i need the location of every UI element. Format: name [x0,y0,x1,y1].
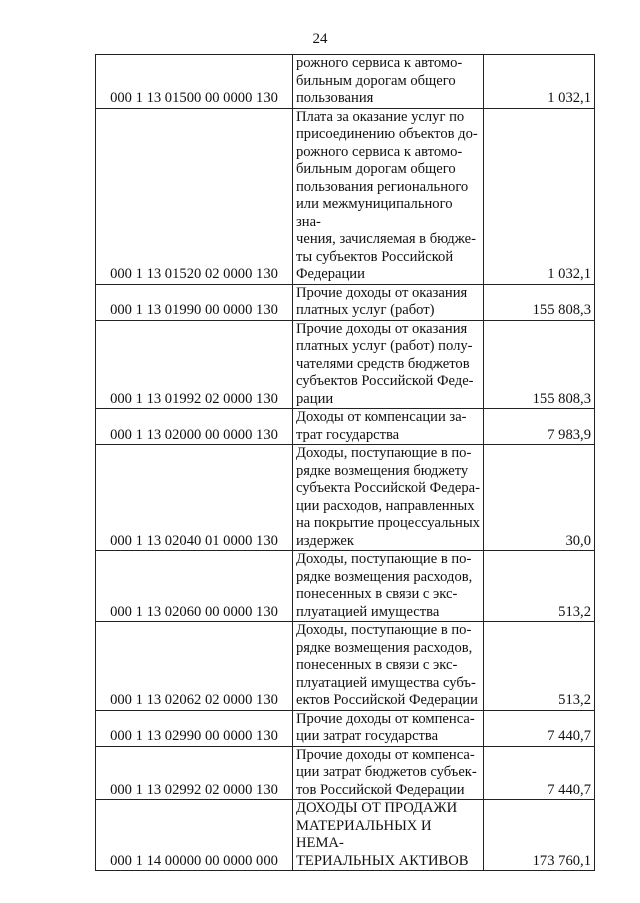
table-row [96,108,595,284]
revenue-name-line: Прочие доходы от компенса- [296,710,475,727]
revenue-name-line: пользования регионального [296,178,469,195]
table-row [96,409,595,445]
revenue-name-cell [293,55,484,109]
revenue-name-line: рожного сервиса к автомо- [296,143,463,160]
revenue-name-line: Доходы, поступающие в по- [296,622,472,638]
revenue-name-line: ТЕРИАЛЬНЫХ АКТИВОВ [296,852,469,869]
budget-code-cell: 000 1 13 02000 00 0000 130 [96,409,293,445]
revenue-name-cell [293,284,484,320]
amount-cell: 30,0 [484,445,595,551]
revenue-name-line: Прочие доходы от оказания [296,284,468,301]
revenue-name-cell [293,320,484,409]
revenue-name-cell [293,108,484,284]
revenue-name-cell [293,710,484,746]
revenue-name-cell [293,800,484,871]
revenue-name-line: Доходы, поступающие в по- [296,551,472,567]
budget-code-cell: 000 1 13 01990 00 0000 130 [96,284,293,320]
revenue-name-line: Федерации [296,266,365,282]
revenue-name-line: рядке возмещения бюджету [296,462,469,479]
budget-code-cell: 000 1 13 02062 02 0000 130 [96,622,293,711]
revenue-name-line: платных услуг (работ) [296,302,435,318]
budget-code-cell: 000 1 13 02060 00 0000 130 [96,551,293,622]
amount-cell: 173 760,1 [484,800,595,871]
budget-code-cell: 000 1 13 02990 00 0000 130 [96,710,293,746]
revenue-name-line: понесенных в связи с экс- [296,657,458,673]
budget-revenue-table [95,54,595,871]
revenue-name-line: ции затрат государства [296,728,439,744]
table-row [96,800,595,871]
revenue-name-line: МАТЕРИАЛЬНЫХ И НЕМА- [296,817,432,851]
revenue-name-line: присоединению объектов до- [296,126,478,142]
revenue-name-line: рядке возмещения расходов, [296,639,473,656]
table-row [96,551,595,622]
revenue-name-line: бильным дорогам общего [296,72,456,89]
revenue-name-line: издержек [296,532,354,549]
revenue-name-line: чения, зачисляемая в бюдже- [296,231,476,247]
revenue-name-cell [293,409,484,445]
budget-code-cell: 000 1 13 01500 00 0000 130 [96,55,293,109]
revenue-name-line: трат государства [296,426,400,443]
revenue-name-cell [293,551,484,622]
revenue-name-line: ектов Российской Федерации [296,692,478,708]
budget-code-cell: 000 1 14 00000 00 0000 000 [96,800,293,871]
revenue-name-line: Доходы от компенсации за- [296,409,467,425]
budget-code-cell: 000 1 13 01992 02 0000 130 [96,320,293,409]
revenue-name-line: субъектов Российской Феде- [296,373,474,389]
amount-cell: 7 440,7 [484,746,595,800]
revenue-name-line: плуатацией имущества [296,603,440,620]
revenue-name-line: субъекта Российской Федера- [296,480,480,496]
revenue-name-line: тов Российской Федерации [296,781,465,798]
revenue-name-line: ты субъектов Российской [296,248,454,265]
revenue-name-line: ДОХОДЫ ОТ ПРОДАЖИ [296,800,458,816]
revenue-name-line: пользования [296,90,374,106]
table-row [96,284,595,320]
revenue-name-cell [293,622,484,711]
page-number: 24 [312,31,328,47]
budget-code-cell: 000 1 13 01520 02 0000 130 [96,108,293,284]
revenue-name-line: бильным дорогам общего [296,161,456,177]
revenue-name-line: на покрытие процессуальных [296,515,480,531]
amount-cell: 7 440,7 [484,710,595,746]
revenue-name-line: рядке возмещения расходов, [296,568,473,585]
revenue-name-line: или межмуниципального зна- [296,196,453,230]
revenue-name-line: рожного сервиса к автомо- [296,55,463,71]
amount-cell: 155 808,3 [484,320,595,409]
revenue-name-line: Доходы, поступающие в по- [296,445,472,461]
table-row [96,445,595,551]
table-row [96,710,595,746]
revenue-name-line: понесенных в связи с экс- [296,586,458,602]
table-row [96,55,595,109]
revenue-name-cell [293,445,484,551]
amount-cell: 513,2 [484,622,595,711]
revenue-name-line: Прочие доходы от компенса- [296,746,475,763]
amount-cell: 513,2 [484,551,595,622]
budget-code-cell: 000 1 13 02992 02 0000 130 [96,746,293,800]
revenue-name-line: рации [296,390,334,407]
table-row [96,622,595,711]
revenue-name-line: ции затрат бюджетов субъек- [296,764,477,780]
revenue-name-line: ции расходов, направленных [296,497,475,514]
revenue-name-cell [293,746,484,800]
revenue-name-line: платных услуг (работ) полу- [296,338,473,354]
revenue-name-line: Плата за оказание услуг по [296,108,465,125]
amount-cell: 1 032,1 [484,55,595,109]
table-body [96,55,595,871]
amount-cell: 7 983,9 [484,409,595,445]
amount-cell: 1 032,1 [484,108,595,284]
amount-cell: 155 808,3 [484,284,595,320]
table-row [96,746,595,800]
revenue-name-line: Прочие доходы от оказания [296,320,468,337]
table-row [96,320,595,409]
budget-code-cell: 000 1 13 02040 01 0000 130 [96,445,293,551]
revenue-name-line: чателями средств бюджетов [296,355,470,372]
revenue-name-line: плуатацией имущества субъ- [296,674,476,691]
